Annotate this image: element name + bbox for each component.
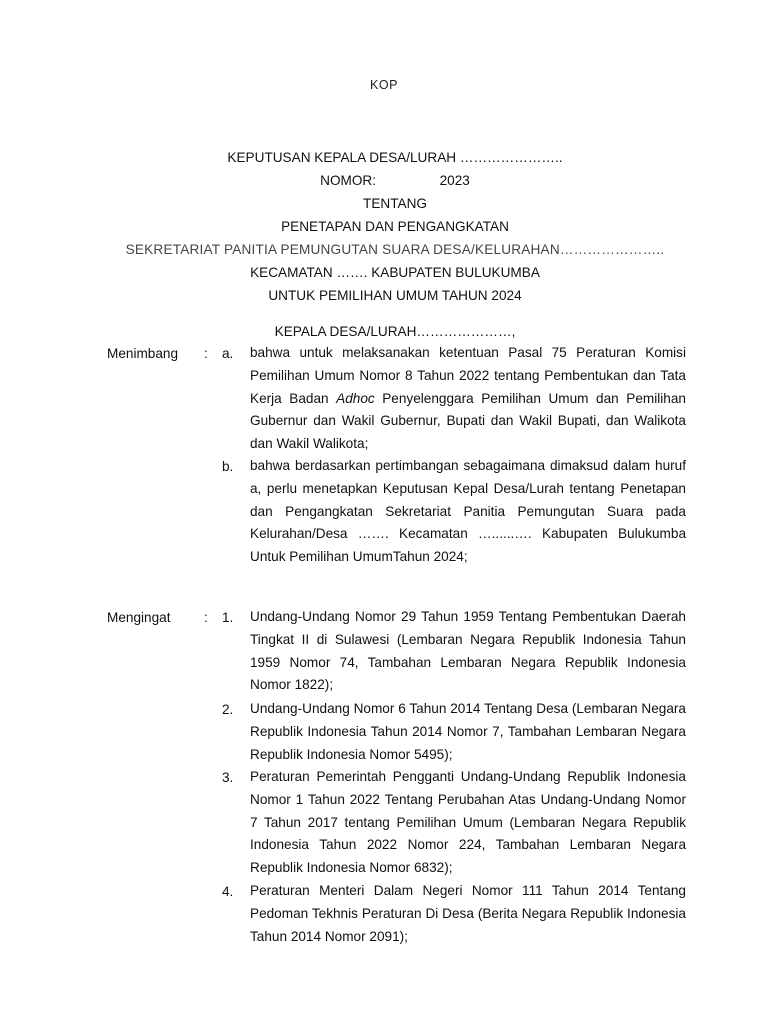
nomor-label: NOMOR: bbox=[320, 173, 377, 188]
subject-line-4: UNTUK PEMILIHAN UMUM TAHUN 2024 bbox=[268, 288, 522, 303]
menimbang-item-a bbox=[250, 342, 686, 456]
menimbang-marker-a: a. bbox=[222, 346, 234, 361]
subject-line-1: PENETAPAN DAN PENGANGKATAN bbox=[281, 219, 509, 234]
mengingat-item-4: Peraturan Menteri Dalam Negeri Nomor 111 Tahun 2014 Tentang Pedoman Tekhnis Peraturan Di Desa (Berita Negara Republik Indonesia Tahun 2014 Nomor 2091); bbox=[250, 883, 686, 944]
mengingat-label: Mengingat bbox=[107, 610, 171, 625]
mengingat-marker-1: 1. bbox=[222, 610, 234, 625]
issuer-heading: KEPALA DESA/LURAH…………………, bbox=[274, 324, 516, 339]
subject-line-3: KECAMATAN ……. KABUPATEN BULUKUMBA bbox=[250, 265, 540, 280]
menimbang-a-italic: Adhoc bbox=[336, 390, 375, 406]
mengingat-marker-3: 3. bbox=[222, 770, 234, 785]
tentang-heading: TENTANG bbox=[363, 196, 427, 211]
mengingat-marker-2: 2. bbox=[222, 702, 234, 717]
subject-line-2: SEKRETARIAT PANITIA PEMUNGUTAN SUARA DESA/KELURAHAN………………….. bbox=[125, 242, 665, 257]
mengingat-item-1: Undang-Undang Nomor 29 Tahun 1959 Tentang Pembentukan Daerah Tingkat II di Sulawesi (Lembaran Negara Republik Indonesia Tahun 1959 Nomor 74, Tambahan Lembaran Negara Republik Indonesia Nomor 1822); bbox=[250, 609, 686, 693]
mengingat-item-2: Undang-Undang Nomor 6 Tahun 2014 Tentang Desa (Lembaran Negara Republik Indonesia Tahun 2014 Nomor 7, Tambahan Lembaran Negara Republik Indonesia Nomor 5495); bbox=[250, 701, 686, 762]
menimbang-marker-b: b. bbox=[222, 459, 234, 474]
letterhead-placeholder: KOP bbox=[370, 78, 398, 92]
menimbang-label: Menimbang bbox=[107, 346, 179, 361]
nomor-year: 2023 bbox=[439, 173, 470, 188]
menimbang-a-text-2: Penyelenggara Pemilihan Umum dan Pemilihan Gubernur dan Wakil Gubernur, Bupati dan Wakil Bupati, dan Walikota dan Wakil Walikota; bbox=[250, 390, 686, 452]
mengingat-colon: : bbox=[204, 610, 208, 625]
decree-title: KEPUTUSAN KEPALA DESA/LURAH ………………….. bbox=[227, 150, 563, 165]
menimbang-colon: : bbox=[204, 346, 208, 361]
mengingat-marker-4: 4. bbox=[222, 884, 234, 899]
menimbang-item-b: bahwa berdasarkan pertimbangan sebagaimana dimaksud dalam huruf a, perlu menetapkan Keputusan Kepal Desa/Lurah tentang Penetapan dan Pengangkatan Sekretariat Panitia Pemungutan Suara pada Kelurahan/Desa ……. Kecamatan …......…. Kabupaten Bulukumba Untuk Pemilihan UmumTahun 2024; bbox=[250, 458, 686, 565]
menimbang-a-text-1: bahwa untuk melaksanakan ketentuan Pasal 75 Peraturan Komisi Pemilihan Umum Nomor 8 Tahun 2022 tentang Pembentukan dan Tata Kerja Badan bbox=[250, 345, 686, 406]
decree-number bbox=[0, 173, 768, 189]
mengingat-item-3: Peraturan Pemerintah Pengganti Undang-Undang Republik Indonesia Nomor 1 Tahun 2022 Tentang Perubahan Atas Undang-Undang Nomor 7 Tahun 2017 tentang Pemilihan Umum (Lembaran Negara Republik Indonesia Tahun 2022 Nomor 224, Tambahan Lembaran Negara Republik Indonesia Nomor 6832); bbox=[250, 769, 686, 876]
